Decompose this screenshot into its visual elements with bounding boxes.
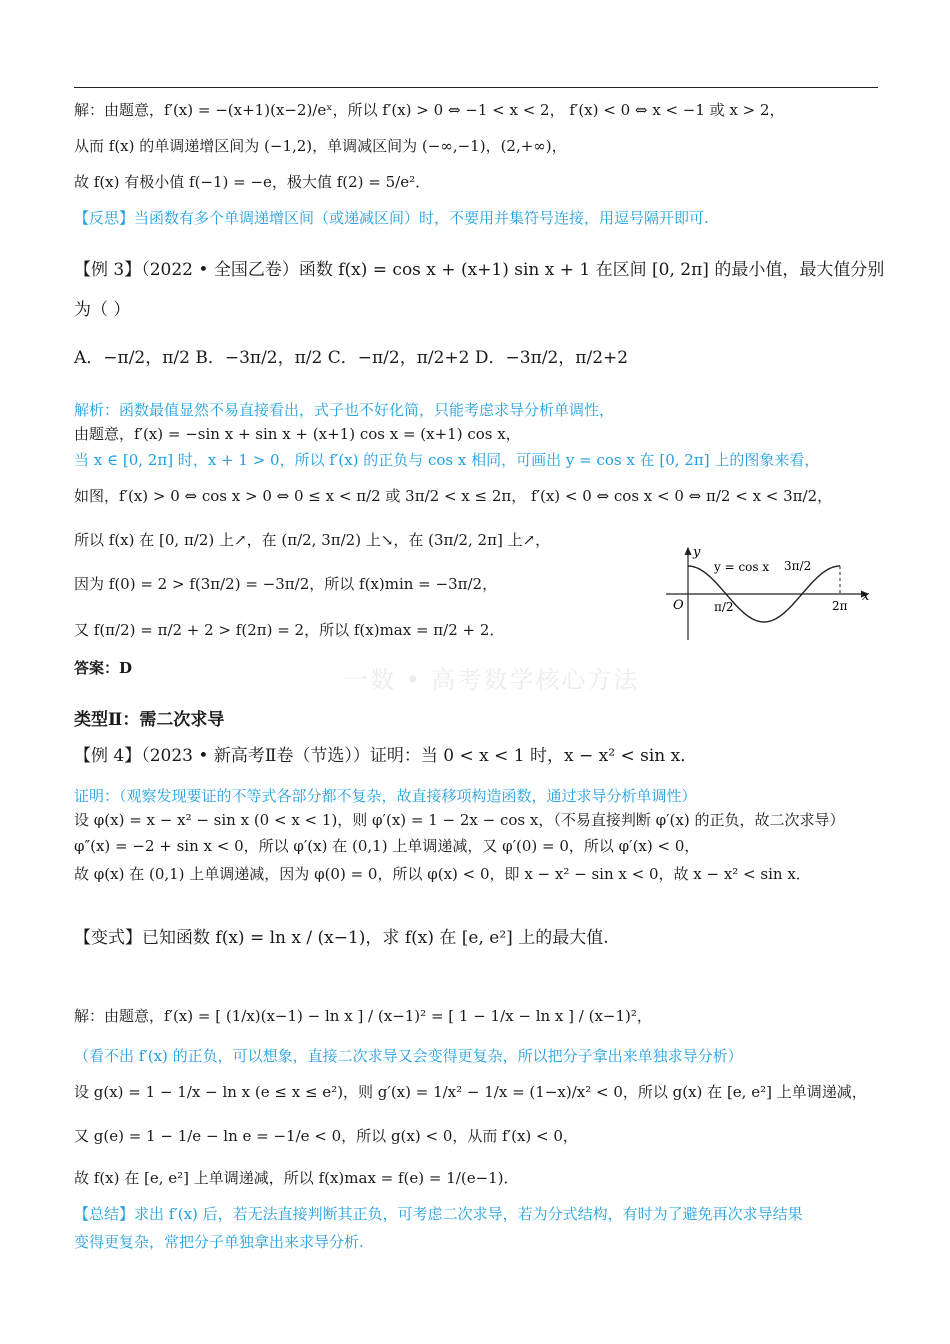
text-line-l2: 从而 f(x) 的单调递增区间为 (−1,2)，单调减区间为 (−∞,−1)，(2,+∞)， bbox=[74, 137, 567, 155]
text-line-l28: 【总结】求出 f′(x) 后，若无法直接判断其正负，可考虑二次求导，若为分式结构，有时为了避免再次求导结果 bbox=[74, 1205, 803, 1223]
text-line-l18: 证明：（观察发现要证的不等式各部分都不复杂，故直接移项构造函数，通过求导分析单调性） bbox=[74, 787, 697, 805]
text-line-l12: 所以 f(x) 在 [0, π/2) 上↗，在 (π/2, 3π/2) 上↘，在 (3π/2, 2π] 上↗， bbox=[74, 531, 551, 549]
text-line-l27: 故 f(x) 在 [e, e²] 上单调递减，所以 f(x)max = f(e) = 1/(e−1)． bbox=[74, 1169, 519, 1187]
text-line-l3: 故 f(x) 有极小值 f(−1) = −e，极大值 f(2) = 5/e²． bbox=[74, 173, 431, 191]
text-line-l14: 又 f(π/2) = π/2 + 2 > f(2π) = 2，所以 f(x)max = π/2 + 2． bbox=[74, 621, 505, 639]
tick-label-3pi-half: 3π/2 bbox=[784, 559, 812, 573]
text-line-l4: 【反思】当函数有多个单调递增区间（或递减区间）时，不要用并集符号连接，用逗号隔开即可. bbox=[74, 209, 709, 227]
text-line-l23: 解：由题意，f′(x) = [ (1/x)(x−1) − ln x ] / (x−1)² = [ 1 − 1/x − ln x ] / (x−1)²， bbox=[74, 1007, 652, 1025]
text-line-l1: 解：由题意，f′(x) = −(x+1)(x−2)/eˣ，所以 f′(x) > 0 ⇔ −1 < x < 2， f′(x) < 0 ⇔ x < −1 或 x > 2， bbox=[74, 101, 785, 119]
text-line-l5: 【例 3】（2022 • 全国乙卷）函数 f(x) = cos x + (x+1) sin x + 1 在区间 [0, 2π] 的最小值，最大值分别 bbox=[74, 260, 885, 280]
x-axis-label: x bbox=[862, 589, 870, 604]
text-line-l19: 设 φ(x) = x − x² − sin x (0 < x < 1)，则 φ′(x) = 1 − 2x − cos x，（不易直接判断 φ′(x) 的正负，故二次求导） bbox=[74, 811, 845, 829]
text-line-l6: 为（ ） bbox=[74, 300, 131, 320]
curve-label: y = cos x bbox=[714, 560, 770, 574]
origin-label: O bbox=[673, 598, 684, 613]
text-line-l29: 变得更复杂，常把分子单独拿出来求导分析. bbox=[74, 1233, 364, 1251]
text-line-l24: （看不出 f′(x) 的正负，可以想象，直接二次求导又会变得更复杂，所以把分子拿出来单独求导分析） bbox=[74, 1047, 743, 1065]
text-line-l11: 如图，f′(x) > 0 ⇔ cos x > 0 ⇔ 0 ≤ x < π/2 或 3π/2 < x ≤ 2π， f′(x) < 0 ⇔ cos x < 0 ⇔ π/2 < x < 3π/2， bbox=[74, 487, 833, 505]
text-line-l26: 又 g(e) = 1 − 1/e − ln e = −1/e < 0，所以 g(x) < 0，从而 f′(x) < 0， bbox=[74, 1127, 578, 1145]
tick-label-pi-half: π/2 bbox=[714, 600, 734, 614]
text-line-l16: 类型Ⅱ：需二次求导 bbox=[74, 710, 225, 730]
text-line-l17: 【例 4】（2023 • 新高考Ⅱ卷（节选））证明：当 0 < x < 1 时，x − x² < sin x． bbox=[74, 746, 698, 766]
text-line-l22: 【变式】已知函数 f(x) = ln x / (x−1)，求 f(x) 在 [e, e²] 上的最大值. bbox=[74, 928, 609, 948]
text-line-l25: 设 g(x) = 1 − 1/x − ln x (e ≤ x ≤ e²)，则 g′(x) = 1/x² − 1/x = (1−x)/x² < 0，所以 g(x) 在 [e, e²] 上单调递减， bbox=[74, 1083, 867, 1101]
header-rule bbox=[74, 87, 878, 88]
watermark: 一数 • 高考数学核心方法 bbox=[344, 666, 640, 694]
text-line-l10: 当 x ∈ [0, 2π] 时，x + 1 > 0，所以 f′(x) 的正负与 cos x 相同，可画出 y = cos x 在 [0, 2π] 上的图象来看， bbox=[74, 451, 820, 469]
text-line-l15: 答案：D bbox=[74, 659, 133, 677]
text-line-l7: A．−π/2，π/2 B．−3π/2，π/2 C．−π/2，π/2+2 D．−3π/2，π/2+2 bbox=[74, 348, 629, 368]
text-line-l9: 由题意，f′(x) = −sin x + sin x + (x+1) cos x = (x+1) cos x， bbox=[74, 425, 521, 443]
text-line-l21: 故 φ(x) 在 (0,1) 上单调递减，因为 φ(0) = 0，所以 φ(x) < 0，即 x − x² − sin x < 0，故 x − x² < sin x． bbox=[74, 865, 811, 883]
y-axis-label: y bbox=[693, 545, 701, 560]
text-line-l13: 因为 f(0) = 2 > f(3π/2) = −3π/2，所以 f(x)min = −3π/2， bbox=[74, 575, 498, 593]
text-line-l8: 解析：函数最值显然不易直接看出，式子也不好化简，只能考虑求导分析单调性， bbox=[74, 401, 615, 419]
cosine-graph bbox=[662, 546, 882, 646]
text-line-l20: φ″(x) = −2 + sin x < 0，所以 φ′(x) 在 (0,1) 上单调递减，又 φ′(0) = 0，所以 φ′(x) < 0， bbox=[74, 837, 700, 855]
tick-label-2pi: 2π bbox=[832, 599, 848, 613]
